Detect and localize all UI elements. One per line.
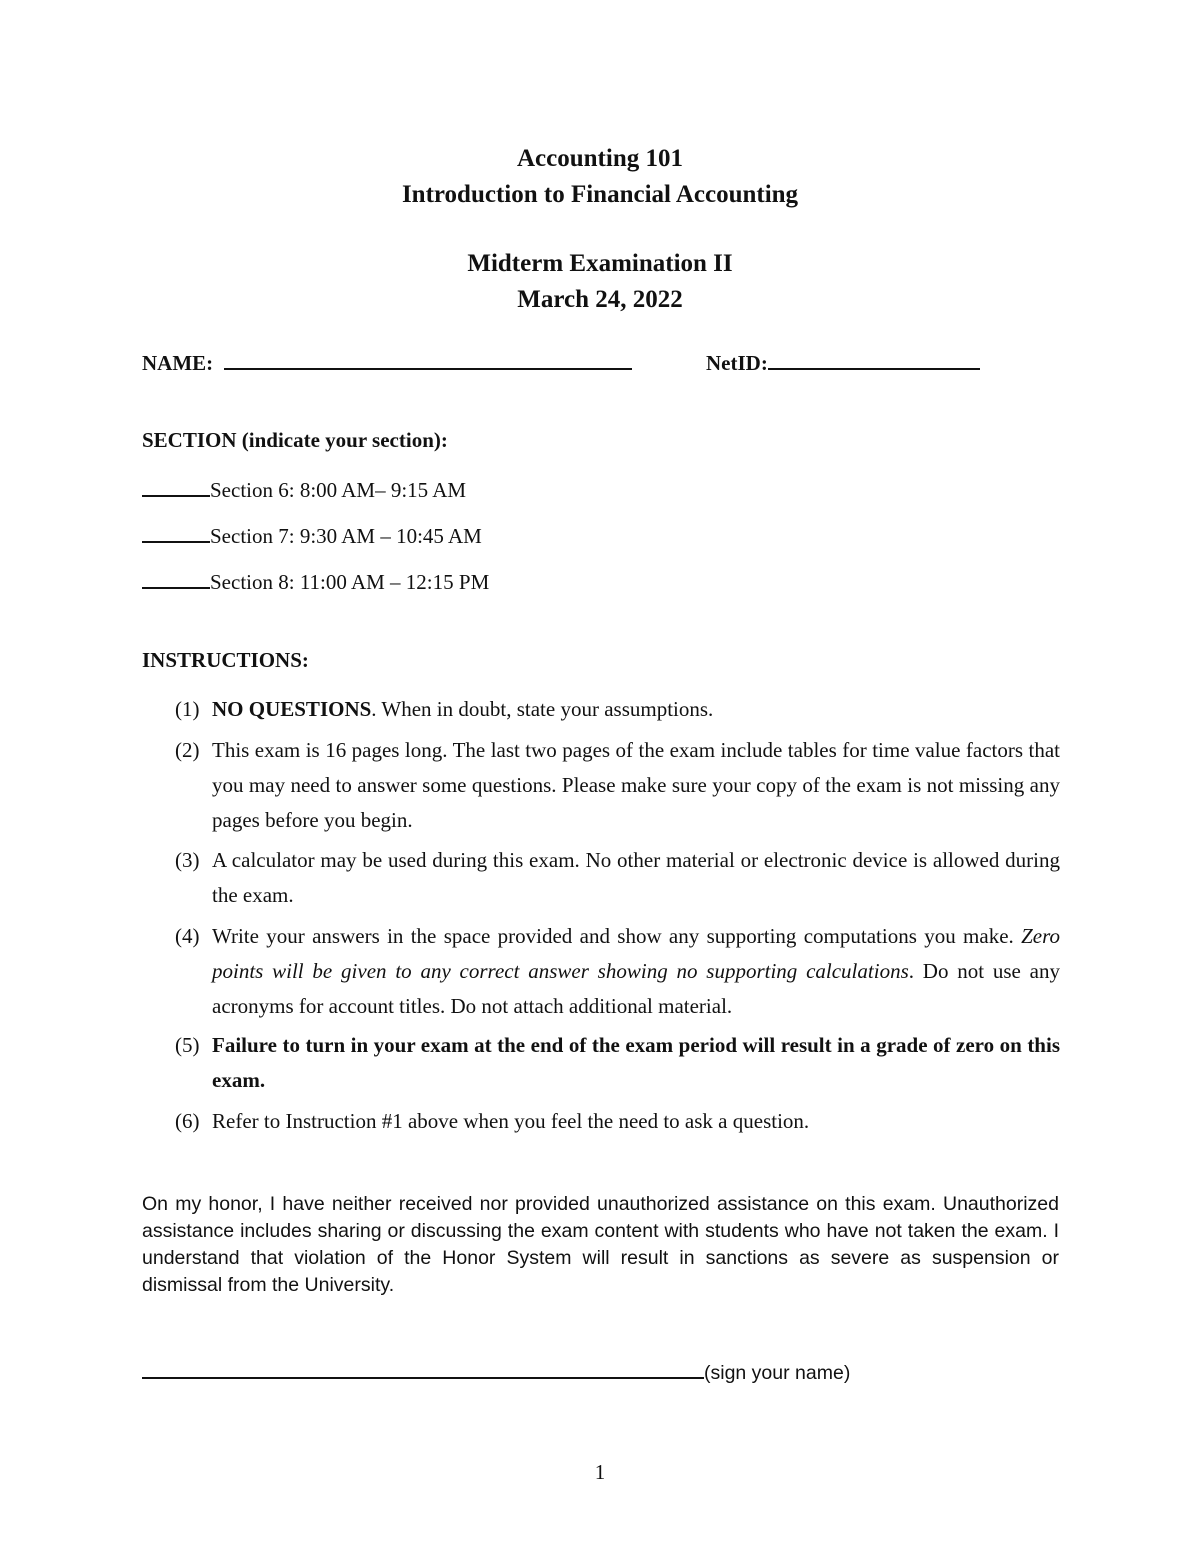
instruction-text: Refer to Instruction #1 above when you feel the need to ask a question. — [212, 1109, 810, 1133]
netid-blank-line[interactable] — [768, 350, 980, 370]
signature-label: (sign your name) — [704, 1362, 851, 1384]
exam-header — [0, 246, 1200, 318]
section-option-label: Section 7: 9:30 AM – 10:45 AM — [210, 524, 482, 548]
instruction-text: Failure to turn in your exam at the end of the exam period will result in a grade of zero on this exam. — [212, 1033, 1060, 1092]
instruction-text — [212, 692, 1060, 727]
instruction-bold: NO QUESTIONS — [212, 697, 372, 721]
instruction-rest: . When in doubt, state your assumptions. — [371, 697, 714, 721]
instruction-text — [212, 919, 1060, 1024]
instruction-text-part: . Do not use any acronyms for account titles. Do not attach additional material. — [212, 959, 1060, 1018]
section-option — [142, 477, 466, 503]
course-header — [0, 141, 1200, 213]
section-heading: SECTION (indicate your section): — [142, 428, 448, 452]
instruction-item — [175, 1028, 1060, 1098]
course-number: Accounting 101 — [517, 145, 683, 172]
instruction-number: (1) — [175, 697, 200, 721]
section-option-label: Section 6: 8:00 AM– 9:15 AM — [210, 478, 467, 502]
page-number: 1 — [594, 1460, 606, 1484]
honor-statement: On my honor, I have neither received nor provided unauthorized assistance on this exam. Unauthorized assistance includes sharing or discussing the exam content with students who have not taken the exam. I understand that violation of the Honor System will result in sanctions as severe as suspension or dismissal from the University. — [142, 1193, 1059, 1296]
instruction-number: (5) — [175, 1033, 200, 1057]
instruction-text: A calculator may be used during this exam. No other material or electronic device is allowed during the exam. — [212, 848, 1060, 907]
instruction-text-part: Write your answers in the space provided and show any supporting computations you make. — [212, 924, 1022, 948]
name-field-row — [142, 350, 632, 376]
section-option — [142, 569, 489, 595]
name-blank-line[interactable] — [224, 350, 632, 370]
netid-label: NetID: — [706, 351, 768, 375]
instruction-number: (4) — [175, 924, 200, 948]
instructions-heading: INSTRUCTIONS: — [142, 648, 309, 672]
signature-row — [142, 1359, 850, 1385]
instruction-number: (3) — [175, 848, 200, 872]
instruction-italic: Zero points will be given to any correct answer showing no supporting calculations — [212, 924, 1060, 983]
section-option — [142, 523, 482, 549]
instruction-text: This exam is 16 pages long. The last two pages of the exam include tables for time value factors that you may need to answer some questions. Please make sure your copy of the exam is not missing any pages before you begin. — [212, 738, 1060, 832]
name-label: NAME: — [142, 351, 214, 375]
section-check-blank[interactable] — [142, 569, 210, 589]
instruction-item — [175, 919, 1060, 1024]
section-check-blank[interactable] — [142, 523, 210, 543]
instruction-number: (2) — [175, 738, 200, 762]
signature-blank-line[interactable] — [142, 1359, 704, 1379]
instruction-item — [175, 1104, 1060, 1139]
exam-title: Midterm Examination II — [467, 250, 733, 277]
instruction-number: (6) — [175, 1109, 200, 1133]
netid-field-row — [706, 350, 980, 376]
exam-date: March 24, 2022 — [517, 286, 683, 313]
instruction-item — [175, 692, 1060, 727]
section-option-label: Section 8: 11:00 AM – 12:15 PM — [210, 570, 490, 594]
instruction-item — [175, 733, 1060, 838]
section-check-blank[interactable] — [142, 477, 210, 497]
instruction-item — [175, 843, 1060, 913]
course-title: Introduction to Financial Accounting — [401, 181, 799, 208]
